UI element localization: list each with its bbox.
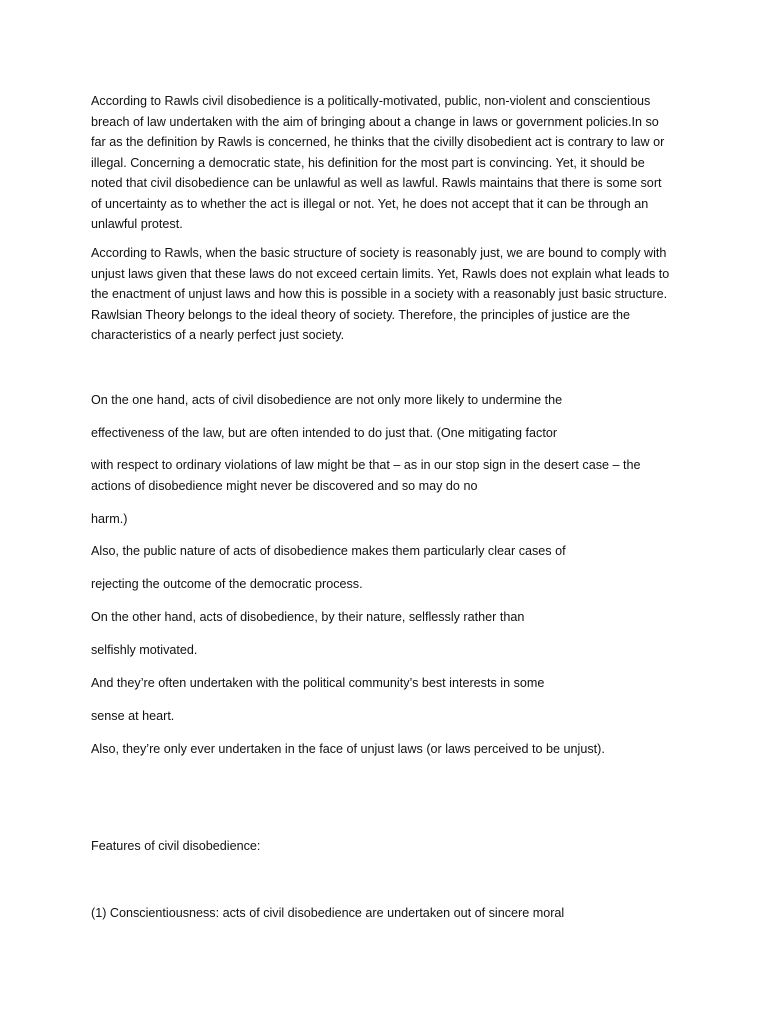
paragraph-rawls-unjust-laws (91, 243, 683, 346)
text-line: sense at heart. (91, 709, 175, 723)
paragraph-public-nature (91, 541, 683, 562)
list-item-conscientiousness (91, 903, 683, 924)
text-line: Also, the public nature of acts of disobedience makes them particularly clear cases of (91, 544, 566, 558)
text-line: far as the definition by Rawls is concerned, he thinks that the civilly disobedient act is contrary to law or (91, 135, 665, 149)
text-line: On the other hand, acts of disobedience, by their nature, selflessly rather than (91, 610, 525, 624)
paragraph-effectiveness (91, 423, 683, 444)
text-line: Features of civil disobedience: (91, 839, 261, 853)
text-line: unlawful protest. (91, 217, 183, 231)
text-line: effectiveness of the law, but are often intended to do just that. (One mitigating factor (91, 426, 558, 440)
paragraph-selfishly (91, 640, 683, 661)
text-line: rejecting the outcome of the democratic process. (91, 577, 363, 591)
text-line: Rawlsian Theory belongs to the ideal theory of society. Therefore, the principles of justice are the (91, 307, 631, 322)
text-line: noted that civil disobedience can be unlawful as well as lawful. Rawls maintains that there is some sort (91, 176, 662, 190)
text-line: harm.) (91, 512, 128, 526)
text-line: unjust laws given that these laws do not exceed certain limits. Yet, Rawls does not explain what leads to (91, 266, 670, 281)
text-line: illegal. Concerning a democratic state, his definition for the most part is convincing. Yet, it should be (91, 155, 645, 170)
text-line: breach of law undertaken with the aim of bringing about a change in laws or government policies.In so (91, 114, 659, 129)
text-line: the enactment of unjust laws and how this is possible in a society with a reasonably just basic structure. (91, 287, 668, 301)
text-line: selfishly motivated. (91, 643, 198, 657)
text-line: of uncertainty as to whether the act is illegal or not. Yet, he does not accept that it can be through an (91, 196, 649, 211)
paragraph-sense-at-heart (91, 706, 683, 727)
text-line: characteristics of a nearly perfect just society. (91, 328, 345, 342)
text-line: with respect to ordinary violations of law might be that – as in our stop sign in the desert case – the (91, 458, 641, 472)
section-heading-features (91, 836, 683, 857)
paragraph-ordinary-violations (91, 455, 683, 496)
text-line: Also, they’re only ever undertaken in the face of unjust laws (or laws perceived to be unjust). (91, 742, 605, 756)
paragraph-other-hand (91, 607, 683, 628)
paragraph-political-community (91, 673, 683, 694)
text-line: On the one hand, acts of civil disobedience are not only more likely to undermine the (91, 393, 563, 407)
text-line: (1) Conscientiousness: acts of civil disobedience are undertaken out of sincere moral (91, 906, 565, 920)
paragraph-unjust-laws (91, 739, 683, 760)
paragraph-rawls-definition (91, 91, 683, 235)
text-line: actions of disobedience might never be discovered and so may do no (91, 478, 478, 493)
text-line: And they’re often undertaken with the political community’s best interests in some (91, 676, 545, 690)
text-line: According to Rawls, when the basic structure of society is reasonably just, we are bound to comply with (91, 246, 667, 260)
paragraph-democratic-process (91, 574, 683, 595)
paragraph-harm (91, 509, 683, 530)
paragraph-one-hand (91, 390, 683, 411)
text-line: According to Rawls civil disobedience is a politically-motivated, public, non-violent and conscientious (91, 94, 651, 108)
